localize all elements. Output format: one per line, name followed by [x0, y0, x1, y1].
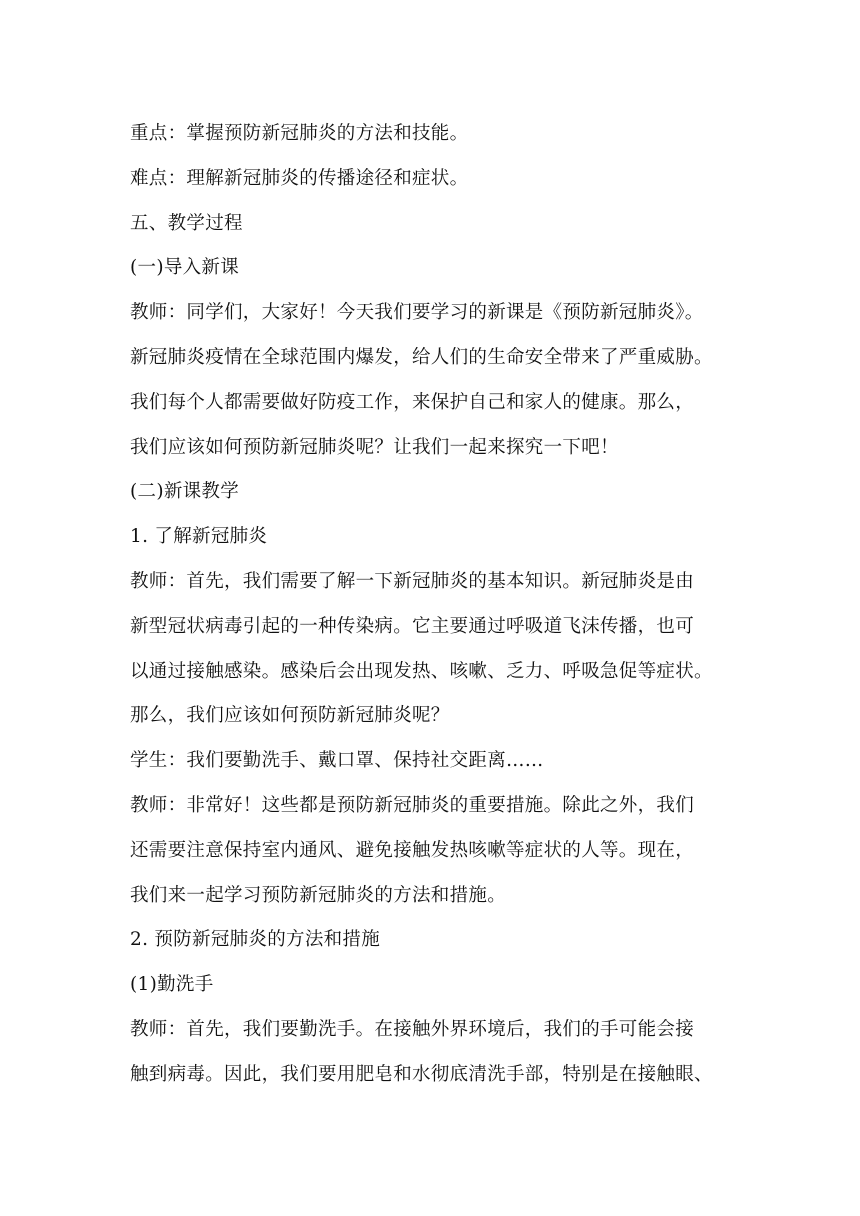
key-point-line: 重点：掌握预防新冠肺炎的方法和技能。: [130, 123, 469, 144]
paragraph-line: 教师：首先，我们需要了解一下新冠肺炎的基本知识。新冠肺炎是由: [130, 570, 695, 592]
paragraph-line: 新冠肺炎疫情在全球范围内爆发，给人们的生命安全带来了严重威胁。: [130, 346, 713, 368]
difficulty-line: 难点：理解新冠肺炎的传播途径和症状。: [130, 167, 469, 189]
paragraph-line: 以通过接触感染。感染后会出现发热、咳嗽、乏力、呼吸急促等症状。: [130, 660, 713, 682]
paragraph-line: 触到病毒。因此，我们要用肥皂和水彻底清洗手部，特别是在接触眼、: [130, 1063, 713, 1085]
paragraph-line: 那么，我们应该如何预防新冠肺炎呢？: [130, 705, 450, 727]
paragraph-line: 新型冠状病毒引起的一种传染病。它主要通过呼吸道飞沫传播，也可: [130, 615, 695, 637]
paragraph-line: 教师：首先，我们要勤洗手。在接触外界环境后，我们的手可能会接: [130, 1018, 695, 1040]
paragraph-line: 我们来一起学习预防新冠肺炎的方法和措施。: [130, 884, 507, 906]
paragraph-line: 教师：非常好！这些都是预防新冠肺炎的重要措施。除此之外，我们: [130, 794, 695, 816]
paragraph-line: 教师：同学们，大家好！今天我们要学习的新课是《预防新冠肺炎》。: [130, 302, 704, 324]
paragraph-line: 我们每个人都需要做好防疫工作，来保护自己和家人的健康。那么，: [130, 391, 695, 413]
subsection-heading: (二)新课教学: [130, 481, 240, 503]
numbered-heading: 1. 了解新冠肺炎: [130, 526, 268, 548]
paragraph-line: 还需要注意保持室内通风、避免接触发热咳嗽等症状的人等。现在，: [130, 839, 695, 861]
student-line: 学生：我们要勤洗手、戴口罩、保持社交距离……: [130, 750, 544, 772]
numbered-heading: 2. 预防新冠肺炎的方法和措施: [130, 929, 381, 951]
subsection-heading: (一)导入新课: [130, 257, 240, 279]
paragraph-line: 我们应该如何预防新冠肺炎呢？让我们一起来探究一下吧！: [130, 436, 619, 458]
subsection-heading: (1)勤洗手: [130, 974, 214, 996]
section-heading: 五、教学过程: [130, 212, 243, 234]
document-body: [130, 112, 750, 1098]
